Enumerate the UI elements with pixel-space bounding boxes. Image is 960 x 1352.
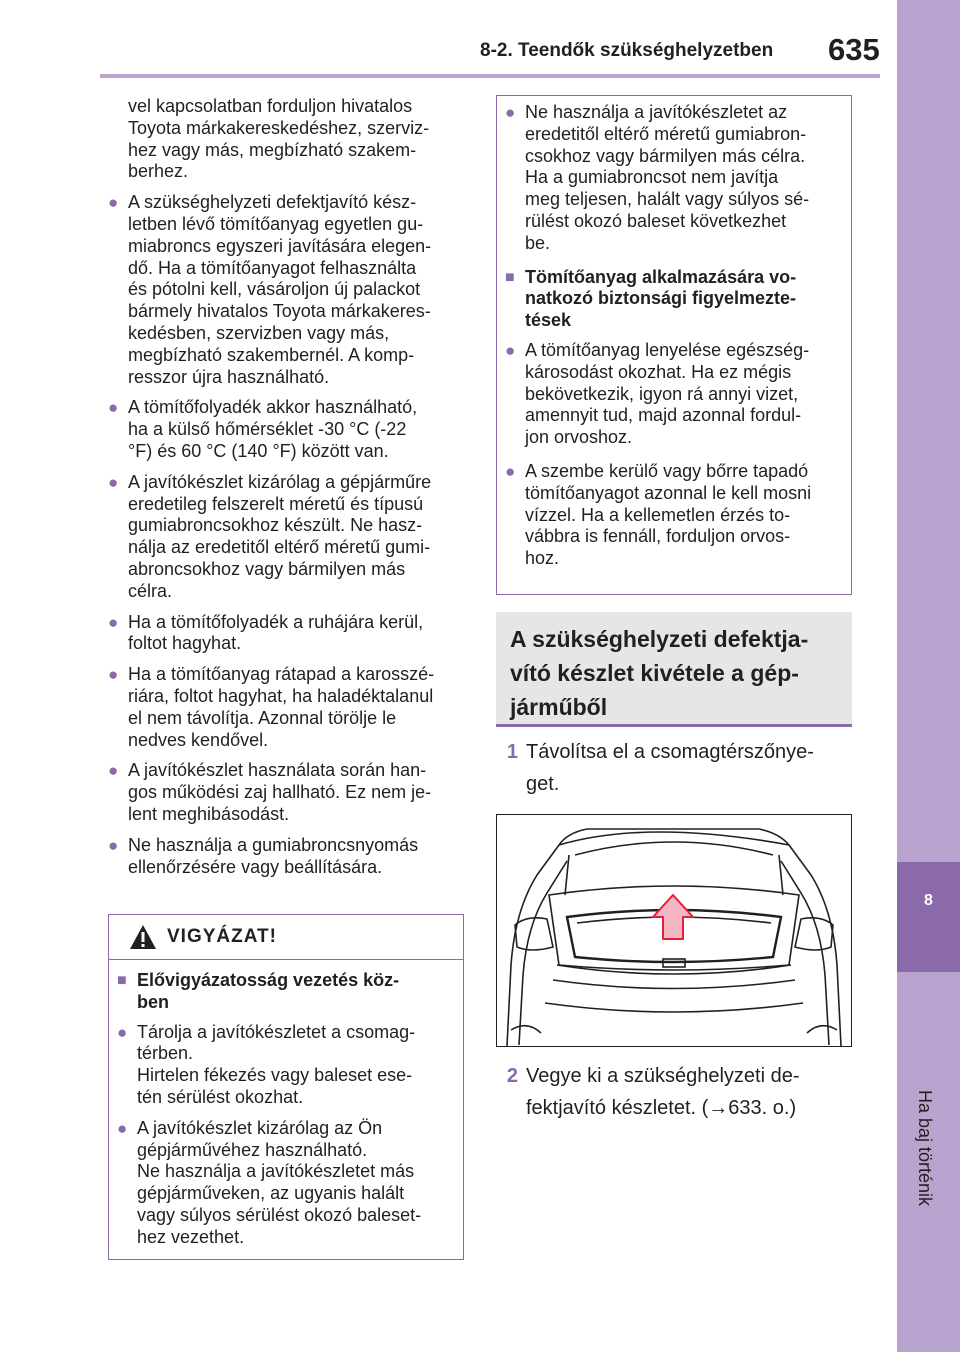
left-column [108, 96, 468, 887]
list-item [108, 472, 468, 603]
bullet-text: Ha a tömítőanyag rátapad a karosszé- riára, foltot hagyhat, ha haladéktalanul el nem távolítja. Azonnal törölje le nedves kendővel. [128, 664, 435, 750]
chapter-tab-marker [897, 862, 960, 972]
list-item [108, 612, 468, 656]
bullet-icon: ● [117, 1022, 128, 1042]
warning-label: VIGYÁZAT! [167, 926, 277, 947]
warning-body [109, 960, 463, 1249]
header-rule [100, 74, 880, 78]
bullet-icon: ● [505, 461, 516, 481]
bullet-text: Ha a tömítőfolyadék a ruhájára kerül, foltot hagyhat. [128, 611, 424, 654]
bullet-icon: ● [108, 193, 119, 213]
step-text: Vegye ki a szükséghelyzeti de- fektjavító készletet. (→633. o.) [526, 1065, 800, 1119]
chapter-number: 8 [924, 892, 933, 909]
caution-box [496, 95, 852, 595]
bullet-icon: ● [117, 1118, 128, 1138]
list-item [505, 102, 841, 255]
bullet-text: Ne használja a gumiabroncsnyomás ellenőrzésére vagy beállítására. [128, 834, 419, 877]
bullet-text: Tárolja a javítókészletet a csomag- térben. Hirtelen fékezés vagy baleset ese- tén sérülést okozhat. [137, 1021, 416, 1107]
car-trunk-drawing [497, 815, 851, 1046]
running-header: 8-2. Teendők szükséghelyzetben [480, 40, 774, 61]
bullet-icon: ● [108, 665, 119, 685]
step-2 [496, 1060, 856, 1124]
warning-triangle-icon [129, 924, 157, 950]
bullet-icon: ● [108, 398, 119, 418]
list-item [108, 397, 468, 462]
page-number: 635 [828, 32, 880, 67]
caution-heading-text: Tömítőanyag alkalmazására vo- natkozó biztonsági figyelmezte- tések [525, 266, 797, 331]
bullet-icon: ● [108, 472, 119, 492]
caution-heading [505, 267, 841, 332]
list-item [505, 461, 841, 570]
warning-box [108, 914, 464, 1260]
list-item [108, 192, 468, 388]
section-heading [496, 612, 852, 727]
list-item [108, 664, 468, 751]
bullet-icon: ● [108, 612, 119, 632]
square-bullet-icon: ■ [117, 972, 127, 989]
list-item [117, 1118, 453, 1249]
warning-heading [117, 970, 453, 1014]
square-bullet-icon: ■ [505, 268, 515, 286]
step-number: 1 [506, 741, 518, 763]
list-item [108, 760, 468, 825]
bullet-text: A javítókészlet használata során han- gos működési zaj hallható. Ez nem je- lent meghibásodást. [128, 760, 432, 824]
bullet-icon: ● [108, 761, 119, 781]
bullet-text: A javítókészlet kizárólag az Ön gépjárművéhez használható. Ne használja a javítókészletet más gépjárműveken, az ugyanis halált vagy súlyos sérülést okozó baleset- hez vezethet. [137, 1117, 422, 1247]
bullet-icon: ● [505, 340, 516, 360]
bullet-text: A javítókészlet kizárólag a gépjárműre eredetileg felszerelt méretű és típusú gumiabroncsokhoz készült. Ne hasz- nálja az eredetitől eltérő méretű gumi- abroncsokhoz vagy bármilyen más célra. [128, 471, 432, 601]
bullet-text: A szükséghelyzeti defektjavító kész- letben lévő tömítőanyag egyetlen gu- miabroncs egyszeri javítására elegen- dő. Ha a tömítőanyagot felhasználta és pótolni kell, vásároljon új palackot bármely hivatalos Toyota márkakeres- kedésben, szervizben vagy más, megbízható szakembernél. A komp- resszor újra használható. [128, 192, 432, 387]
up-arrow-icon [653, 895, 693, 939]
bullet-icon: ● [505, 103, 516, 122]
bullet-text: A tömítőanyag lenyelése egészség- károsodást okozhat. Ha ez mégis bekövetkezik, igyon rá annyi vizet, amennyit tud, majd azonnal fordul- jon orvoshoz. [525, 339, 810, 448]
bullet-icon: ● [108, 835, 119, 855]
list-item [108, 96, 468, 183]
bullet-text: Ne használja a javítókészletet az eredetitől eltérő méretű gumiabron- csokhoz vagy bármilyen más célra. Ha a gumiabroncsot nem javítja meg teljesen, halált vagy súlyos sé- rülést okozó baleset következhet be. [525, 102, 810, 253]
warning-heading-text: Elővigyázatosság vezetés köz- ben [137, 970, 400, 1012]
warning-header [109, 915, 463, 960]
list-item [505, 340, 841, 449]
chapter-name: Ha baj történik [915, 1090, 935, 1207]
step-number: 2 [506, 1065, 518, 1087]
step-1 [496, 736, 856, 800]
list-item [108, 835, 468, 879]
bullet-text: A tömítőfolyadék akkor használható, ha a külső hőmérséklet -30 °C (-22 °F) és 60 °C (140 °F) között van. [128, 397, 418, 461]
step-text: Távolítsa el a csomagtérszőnye- get. [526, 741, 814, 795]
bullet-text: A szembe kerülő vagy bőrre tapadó tömítőanyagot azonnal le kell mosni vízzel. Ha a kellemetlen érzés to- vábbra is fennáll, forduljon orvos- hoz. [525, 460, 812, 569]
section-title: A szükséghelyzeti defektja- vító készlet kivétele a gép- járműből [510, 626, 809, 720]
trunk-illustration [496, 814, 852, 1047]
list-item [117, 1022, 453, 1109]
intro-continuation: vel kapcsolatban forduljon hivatalos Toyota márkakereskedéshez, szerviz- hez vagy más, megbízható szakem- berhez. [128, 96, 430, 182]
